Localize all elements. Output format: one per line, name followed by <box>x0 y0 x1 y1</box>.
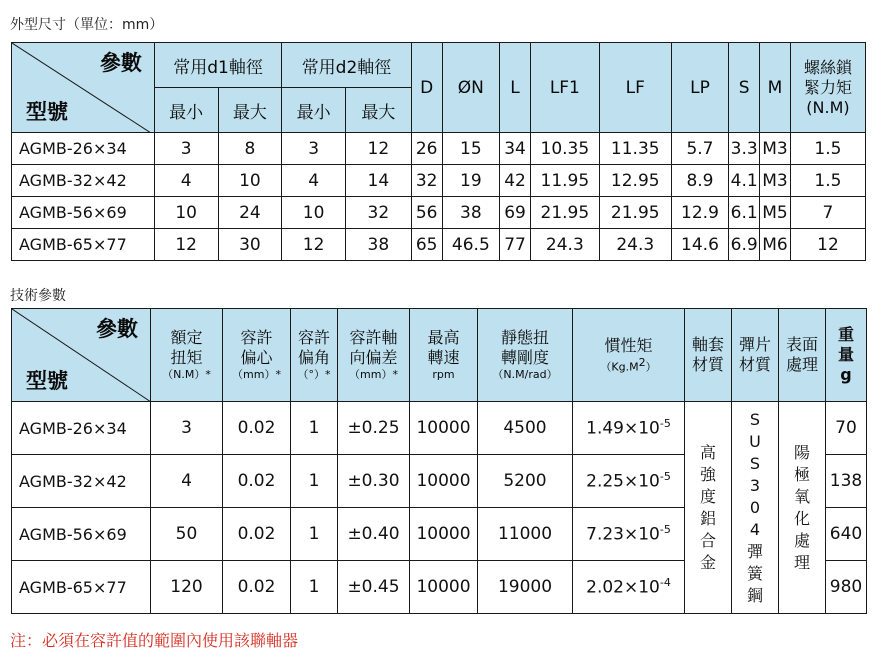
param-label: 參數 <box>96 317 138 341</box>
inertia-exponent: -5 <box>659 417 671 431</box>
hub-char: 合 <box>699 530 716 550</box>
inertia-line1: 慣性矩 <box>604 335 653 355</box>
inertia-base: 2.02×10 <box>586 577 660 598</box>
hub-char: 強 <box>699 464 716 484</box>
hub-char: 鋁 <box>699 508 716 528</box>
cell: 640 <box>826 508 867 561</box>
header-LF1: LF1 <box>530 43 599 133</box>
cell: 1 <box>291 402 338 455</box>
cell: 8.9 <box>671 165 729 197</box>
cell: 15 <box>442 133 500 165</box>
cell: 38 <box>345 229 411 261</box>
cell: M6 <box>760 229 791 261</box>
cell: 70 <box>826 402 867 455</box>
axial-unit: （mm）* <box>349 368 398 381</box>
spring-char: 4 <box>749 519 761 539</box>
cell: M3 <box>760 133 791 165</box>
dimensions-table <box>11 42 866 261</box>
inertia-unit-sup: 2 <box>638 355 646 369</box>
inertia-base: 7.23×10 <box>586 524 660 545</box>
surface-char: 氧 <box>793 486 810 506</box>
cell: 0.02 <box>223 561 291 614</box>
cell: 3.3 <box>729 133 760 165</box>
spring-line1: 彈片 <box>738 335 771 354</box>
cell: 30 <box>218 229 282 261</box>
header-d2: 常用d2軸徑 <box>282 43 411 88</box>
model-cell: AGMB-56×69 <box>12 508 151 561</box>
cell: 0.02 <box>223 455 291 508</box>
header-D: D <box>411 43 442 133</box>
surface-char: 陽 <box>793 442 810 462</box>
cell: 1.5 <box>790 133 865 165</box>
tech-caption: 技術參數 <box>10 288 66 304</box>
inertia-unit-text: （Kg.M <box>600 360 639 374</box>
rated-torque-line2: 扭矩 <box>170 348 203 367</box>
header-weight <box>826 309 867 402</box>
inertia-cell <box>573 402 685 455</box>
header-d1-min: 最小 <box>154 88 218 133</box>
inertia-cell <box>573 508 685 561</box>
stiffness-unit: （N.M/rad） <box>492 368 558 381</box>
header-S: S <box>729 43 760 133</box>
cell: 11000 <box>478 508 573 561</box>
speed-line1: 最高 <box>427 328 460 347</box>
param-label: 參數 <box>99 51 142 75</box>
hub-line1: 軸套 <box>691 335 724 354</box>
corner-header <box>12 43 155 133</box>
cell: 10000 <box>410 561 478 614</box>
surface-char: 極 <box>793 464 810 484</box>
surface-line1: 表面 <box>785 335 818 354</box>
hub-line2: 材質 <box>691 355 724 374</box>
model-cell: AGMB-32×42 <box>12 165 155 197</box>
hub-char: 度 <box>699 486 716 506</box>
cell: ±0.25 <box>338 402 410 455</box>
header-d1: 常用d1軸徑 <box>154 43 281 88</box>
header-rated-torque <box>151 309 223 402</box>
cell: 0.02 <box>223 402 291 455</box>
cell: 11.35 <box>599 133 671 165</box>
inertia-exponent: -5 <box>659 470 671 484</box>
header-d2-min: 最小 <box>282 88 346 133</box>
cell: M3 <box>760 165 791 197</box>
hub-char: 高 <box>699 442 716 462</box>
angular-unit: （°）* <box>297 368 331 381</box>
model-cell: AGMB-32×42 <box>12 455 151 508</box>
header-angular <box>291 309 338 402</box>
cell: 24.3 <box>599 229 671 261</box>
cell: 12 <box>154 229 218 261</box>
inertia-unit <box>573 356 684 375</box>
table-row <box>12 197 866 229</box>
inertia-exponent: -5 <box>659 523 671 537</box>
hub-material-cell <box>685 402 732 614</box>
spring-char: 彈 <box>746 541 763 561</box>
table-row <box>12 402 867 455</box>
cell: 42 <box>500 165 531 197</box>
model-cell: AGMB-26×34 <box>12 133 155 165</box>
cell: 10 <box>282 197 346 229</box>
hub-char: 金 <box>699 552 716 572</box>
model-cell: AGMB-65×77 <box>12 229 155 261</box>
weight-line2: 量 <box>837 345 854 364</box>
cell: 3 <box>282 133 346 165</box>
cell: 12.9 <box>671 197 729 229</box>
header-LF: LF <box>599 43 671 133</box>
cell: 11.95 <box>530 165 599 197</box>
table-row <box>12 229 866 261</box>
cell: 77 <box>500 229 531 261</box>
header-L: L <box>500 43 531 133</box>
cell: 32 <box>345 197 411 229</box>
cell: 6.1 <box>729 197 760 229</box>
header-hub-material <box>685 309 732 402</box>
header-radial-offset <box>223 309 291 402</box>
header-d2-max: 最大 <box>345 88 411 133</box>
cell: 56 <box>411 197 442 229</box>
header-surface <box>779 309 826 402</box>
dimensions-caption: 外型尺寸（單位：mm） <box>10 17 164 33</box>
radial-unit: （mm）* <box>232 368 281 381</box>
cell: 4.1 <box>729 165 760 197</box>
cell: ±0.45 <box>338 561 410 614</box>
cell: 19 <box>442 165 500 197</box>
angular-line2: 偏角 <box>297 348 330 367</box>
cell: 69 <box>500 197 531 229</box>
model-cell: AGMB-56×69 <box>12 197 155 229</box>
cell: 6.9 <box>729 229 760 261</box>
inertia-unit-close: ） <box>645 360 657 374</box>
cell: 7 <box>790 197 865 229</box>
cell: 24.3 <box>530 229 599 261</box>
cell: 120 <box>151 561 223 614</box>
angular-line1: 容許 <box>297 328 330 347</box>
axial-line1: 容許軸 <box>349 328 398 347</box>
cell: 3 <box>151 402 223 455</box>
cell: 12 <box>282 229 346 261</box>
header-axial <box>338 309 410 402</box>
header-d1-max: 最大 <box>218 88 282 133</box>
cell: 4 <box>151 455 223 508</box>
cell: ±0.30 <box>338 455 410 508</box>
cell: 46.5 <box>442 229 500 261</box>
weight-line1: 重 <box>837 325 854 344</box>
model-label: 型號 <box>26 369 68 393</box>
speed-line2: 轉速 <box>427 348 460 367</box>
cell: 34 <box>500 133 531 165</box>
weight-unit: g <box>840 365 852 384</box>
cell: 12 <box>345 133 411 165</box>
cell: 1 <box>291 508 338 561</box>
header-screw-torque <box>790 43 865 133</box>
cell: 0.02 <box>223 508 291 561</box>
cell: 10.35 <box>530 133 599 165</box>
header-N: ØN <box>442 43 500 133</box>
cell: 12.95 <box>599 165 671 197</box>
stiffness-line2: 轉剛度 <box>500 348 549 367</box>
cell: 1 <box>291 455 338 508</box>
cell: 10000 <box>410 402 478 455</box>
cell: 32 <box>411 165 442 197</box>
header-max-speed <box>410 309 478 402</box>
table-row <box>12 165 866 197</box>
cell: 24 <box>218 197 282 229</box>
model-label: 型號 <box>26 100 68 124</box>
spring-char: 鋼 <box>746 585 763 605</box>
cell: 5.7 <box>671 133 729 165</box>
cell: 1 <box>291 561 338 614</box>
header-stiffness <box>478 309 573 402</box>
header-spring-material <box>732 309 779 402</box>
surface-char: 化 <box>793 508 810 528</box>
stiffness-line1: 靜態扭 <box>500 328 549 347</box>
spring-char: 3 <box>749 475 761 495</box>
usage-note: 注：必須在容許值的範圍內使用該聯軸器 <box>10 631 299 650</box>
inertia-cell <box>573 561 685 614</box>
cell: 26 <box>411 133 442 165</box>
inertia-cell <box>573 455 685 508</box>
cell: 5200 <box>478 455 573 508</box>
radial-line2: 偏心 <box>240 348 273 367</box>
surface-line2: 處理 <box>785 355 818 374</box>
cell: 14.6 <box>671 229 729 261</box>
cell: 10 <box>218 165 282 197</box>
screw-torque-line2: 緊力矩 <box>803 77 852 97</box>
inertia-base: 2.25×10 <box>586 471 660 492</box>
cell: 980 <box>826 561 867 614</box>
cell: 4500 <box>478 402 573 455</box>
spring-material-cell <box>732 402 779 614</box>
cell: 10000 <box>410 455 478 508</box>
cell: 4 <box>282 165 346 197</box>
spring-char: U <box>749 431 761 451</box>
cell: M5 <box>760 197 791 229</box>
table-row <box>12 133 866 165</box>
tech-params-table <box>11 308 867 614</box>
cell: 138 <box>826 455 867 508</box>
speed-unit: rpm <box>432 368 455 381</box>
rated-torque-line1: 額定 <box>170 328 203 347</box>
rated-torque-unit: （N.M）* <box>162 368 211 381</box>
surface-char: 理 <box>793 552 810 572</box>
cell: 14 <box>345 165 411 197</box>
surface-treatment-cell <box>779 402 826 614</box>
axial-line2: 向偏差 <box>349 348 398 367</box>
spring-char: 0 <box>749 497 761 517</box>
cell: 4 <box>154 165 218 197</box>
cell: 3 <box>154 133 218 165</box>
header-LP: LP <box>671 43 729 133</box>
cell: 10 <box>154 197 218 229</box>
cell: 19000 <box>478 561 573 614</box>
cell: 1.5 <box>790 165 865 197</box>
header-inertia <box>573 309 685 402</box>
cell: ±0.40 <box>338 508 410 561</box>
screw-torque-line1: 螺絲鎖 <box>803 57 852 77</box>
cell: 50 <box>151 508 223 561</box>
cell: 12 <box>790 229 865 261</box>
surface-char: 處 <box>793 530 810 550</box>
radial-line1: 容許 <box>240 328 273 347</box>
inertia-exponent: -4 <box>659 576 671 590</box>
cell: 21.95 <box>599 197 671 229</box>
model-cell: AGMB-26×34 <box>12 402 151 455</box>
spring-char: S <box>749 409 761 429</box>
spring-line2: 材質 <box>738 355 771 374</box>
model-cell: AGMB-65×77 <box>12 561 151 614</box>
cell: 8 <box>218 133 282 165</box>
inertia-base: 1.49×10 <box>586 418 660 439</box>
header-M: M <box>760 43 791 133</box>
cell: 65 <box>411 229 442 261</box>
spring-char: 簧 <box>746 563 763 583</box>
cell: 21.95 <box>530 197 599 229</box>
screw-torque-unit: (N.M) <box>806 97 850 117</box>
corner-header <box>12 309 151 402</box>
cell: 38 <box>442 197 500 229</box>
cell: 10000 <box>410 508 478 561</box>
spring-char: S <box>749 453 761 473</box>
